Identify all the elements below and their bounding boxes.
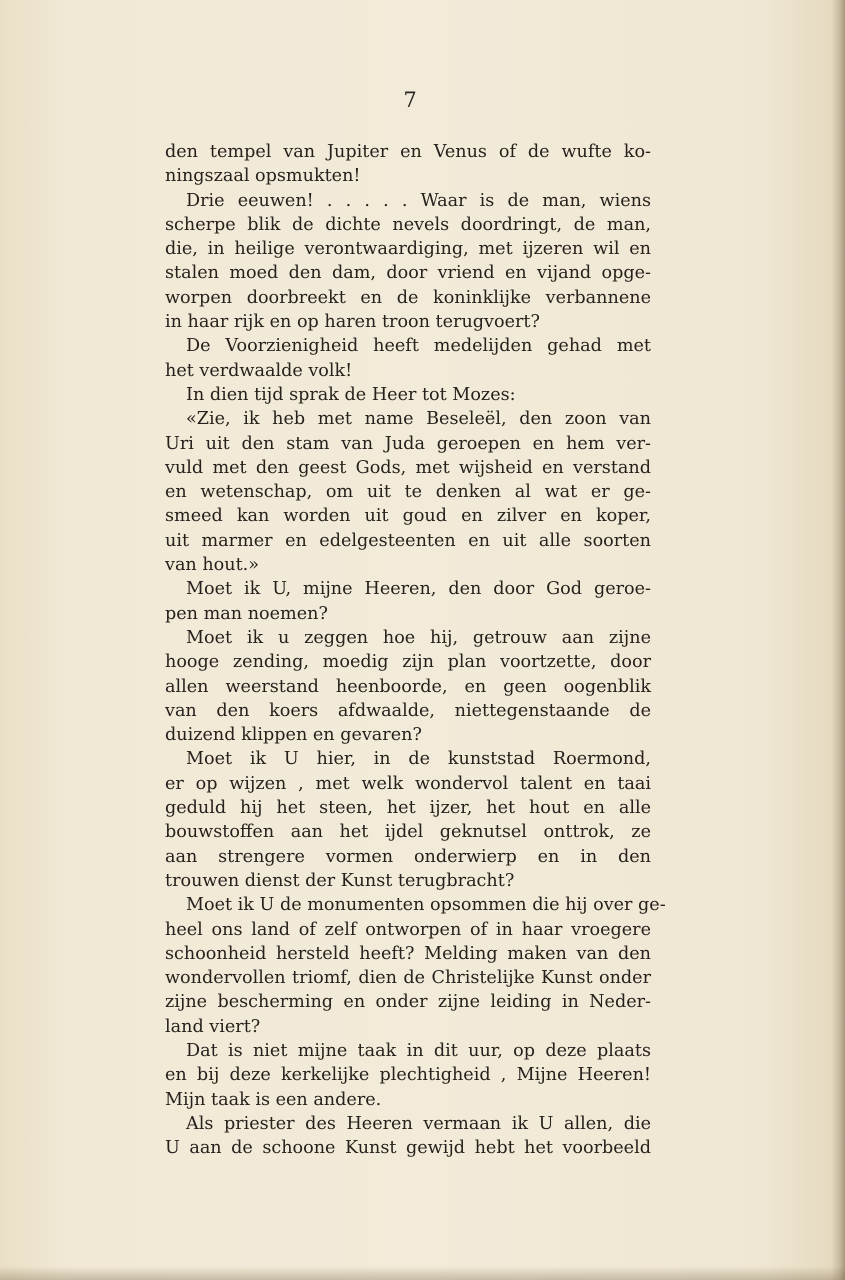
- text-line: worpen doorbreekt en de koninklijke verbannene: [165, 287, 651, 308]
- text-line: Moet ik U hier, in de kunststad Roermond,: [186, 749, 651, 770]
- text-line: Als priester des Heeren vermaan ik U allen, die: [186, 1113, 651, 1134]
- text-line: het verdwaalde volk!: [165, 360, 353, 381]
- text-line: er op wijzen , met welk wondervol talent en taai: [165, 773, 651, 794]
- text-line: land viert?: [165, 1016, 261, 1037]
- text-line: Mijn taak is een andere.: [165, 1089, 382, 1110]
- text-line: schoonheid hersteld heeft? Melding maken van den: [165, 943, 651, 964]
- text-line: duizend klippen en gevaren?: [165, 725, 422, 746]
- text-line: uit marmer en edelgesteenten en uit alle soorten: [165, 530, 651, 551]
- text-line: stalen moed den dam, door vriend en vijand opge-: [165, 263, 651, 284]
- text-line: ningszaal opsmukten!: [165, 166, 361, 187]
- text-line: den tempel van Jupiter en Venus of de wufte ko-: [165, 142, 651, 162]
- text-line: en bij deze kerkelijke plechtigheid , Mijne Heeren!: [165, 1065, 651, 1086]
- text-line: aan strengere vormen onderwierp en in den: [165, 846, 651, 867]
- text-line: heel ons land of zelf ontworpen of in haar vroegere: [165, 919, 651, 940]
- body-text: [165, 140, 666, 1160]
- text-line: hooge zending, moedig zijn plan voortzette, door: [165, 652, 651, 673]
- text-line: pen man noemen?: [165, 603, 328, 624]
- text-line: in haar rijk en op haren troon terugvoert?: [165, 312, 540, 333]
- text-line: Moet ik U, mijne Heeren, den door God geroe-: [186, 579, 651, 600]
- text-line: die, in heilige verontwaardiging, met ijzeren wil en: [165, 239, 651, 260]
- text-line: bouwstoffen aan het ijdel geknutsel onttrok, ze: [165, 822, 651, 843]
- text-line: Dat is niet mijne taak in dit uur, op deze plaats: [186, 1040, 651, 1061]
- text-line: scherpe blik de dichte nevels doordringt, de man,: [165, 214, 651, 235]
- text-line: In dien tijd sprak de Heer tot Mozes:: [186, 384, 516, 405]
- text-line: Uri uit den stam van Juda geroepen en hem ver-: [165, 433, 651, 454]
- text-line: van den koers afdwaalde, niettegenstaande de: [165, 700, 651, 721]
- page-right-edge-shadow: [831, 0, 845, 1280]
- text-line: van hout.»: [165, 555, 260, 576]
- text-line: Moet ik U de monumenten opsommen die hij over ge-: [186, 895, 666, 916]
- text-line: vuld met den geest Gods, met wijsheid en verstand: [165, 457, 651, 478]
- text-line: Moet ik u zeggen hoe hij, getrouw aan zijne: [186, 627, 651, 648]
- text-line: smeed kan worden uit goud en zilver en koper,: [165, 506, 651, 527]
- text-line: zijne bescherming en onder zijne leiding in Neder-: [165, 992, 651, 1013]
- text-line: «Zie, ik heb met name Beseleël, den zoon van: [186, 409, 651, 430]
- text-line: geduld hij het steen, het ijzer, het hout en alle: [165, 798, 651, 819]
- text-line: en wetenschap, om uit te denken al wat er ge-: [165, 482, 651, 503]
- text-line: wondervollen triomf, dien de Christelijke Kunst onder: [165, 968, 651, 989]
- text-line: U aan de schoone Kunst gewijd hebt het voorbeeld: [165, 1138, 651, 1159]
- text-line: De Voorzienigheid heeft medelijden gehad met: [186, 336, 651, 357]
- text-line: trouwen dienst der Kunst terugbracht?: [165, 870, 515, 891]
- text-line: Drie eeuwen! . . . . . Waar is de man, wiens: [186, 190, 651, 211]
- text-line: allen weerstand heenboorde, en geen oogenblik: [165, 676, 651, 697]
- page-number: 7: [403, 88, 417, 112]
- page-bottom-edge-shadow: [0, 1266, 845, 1280]
